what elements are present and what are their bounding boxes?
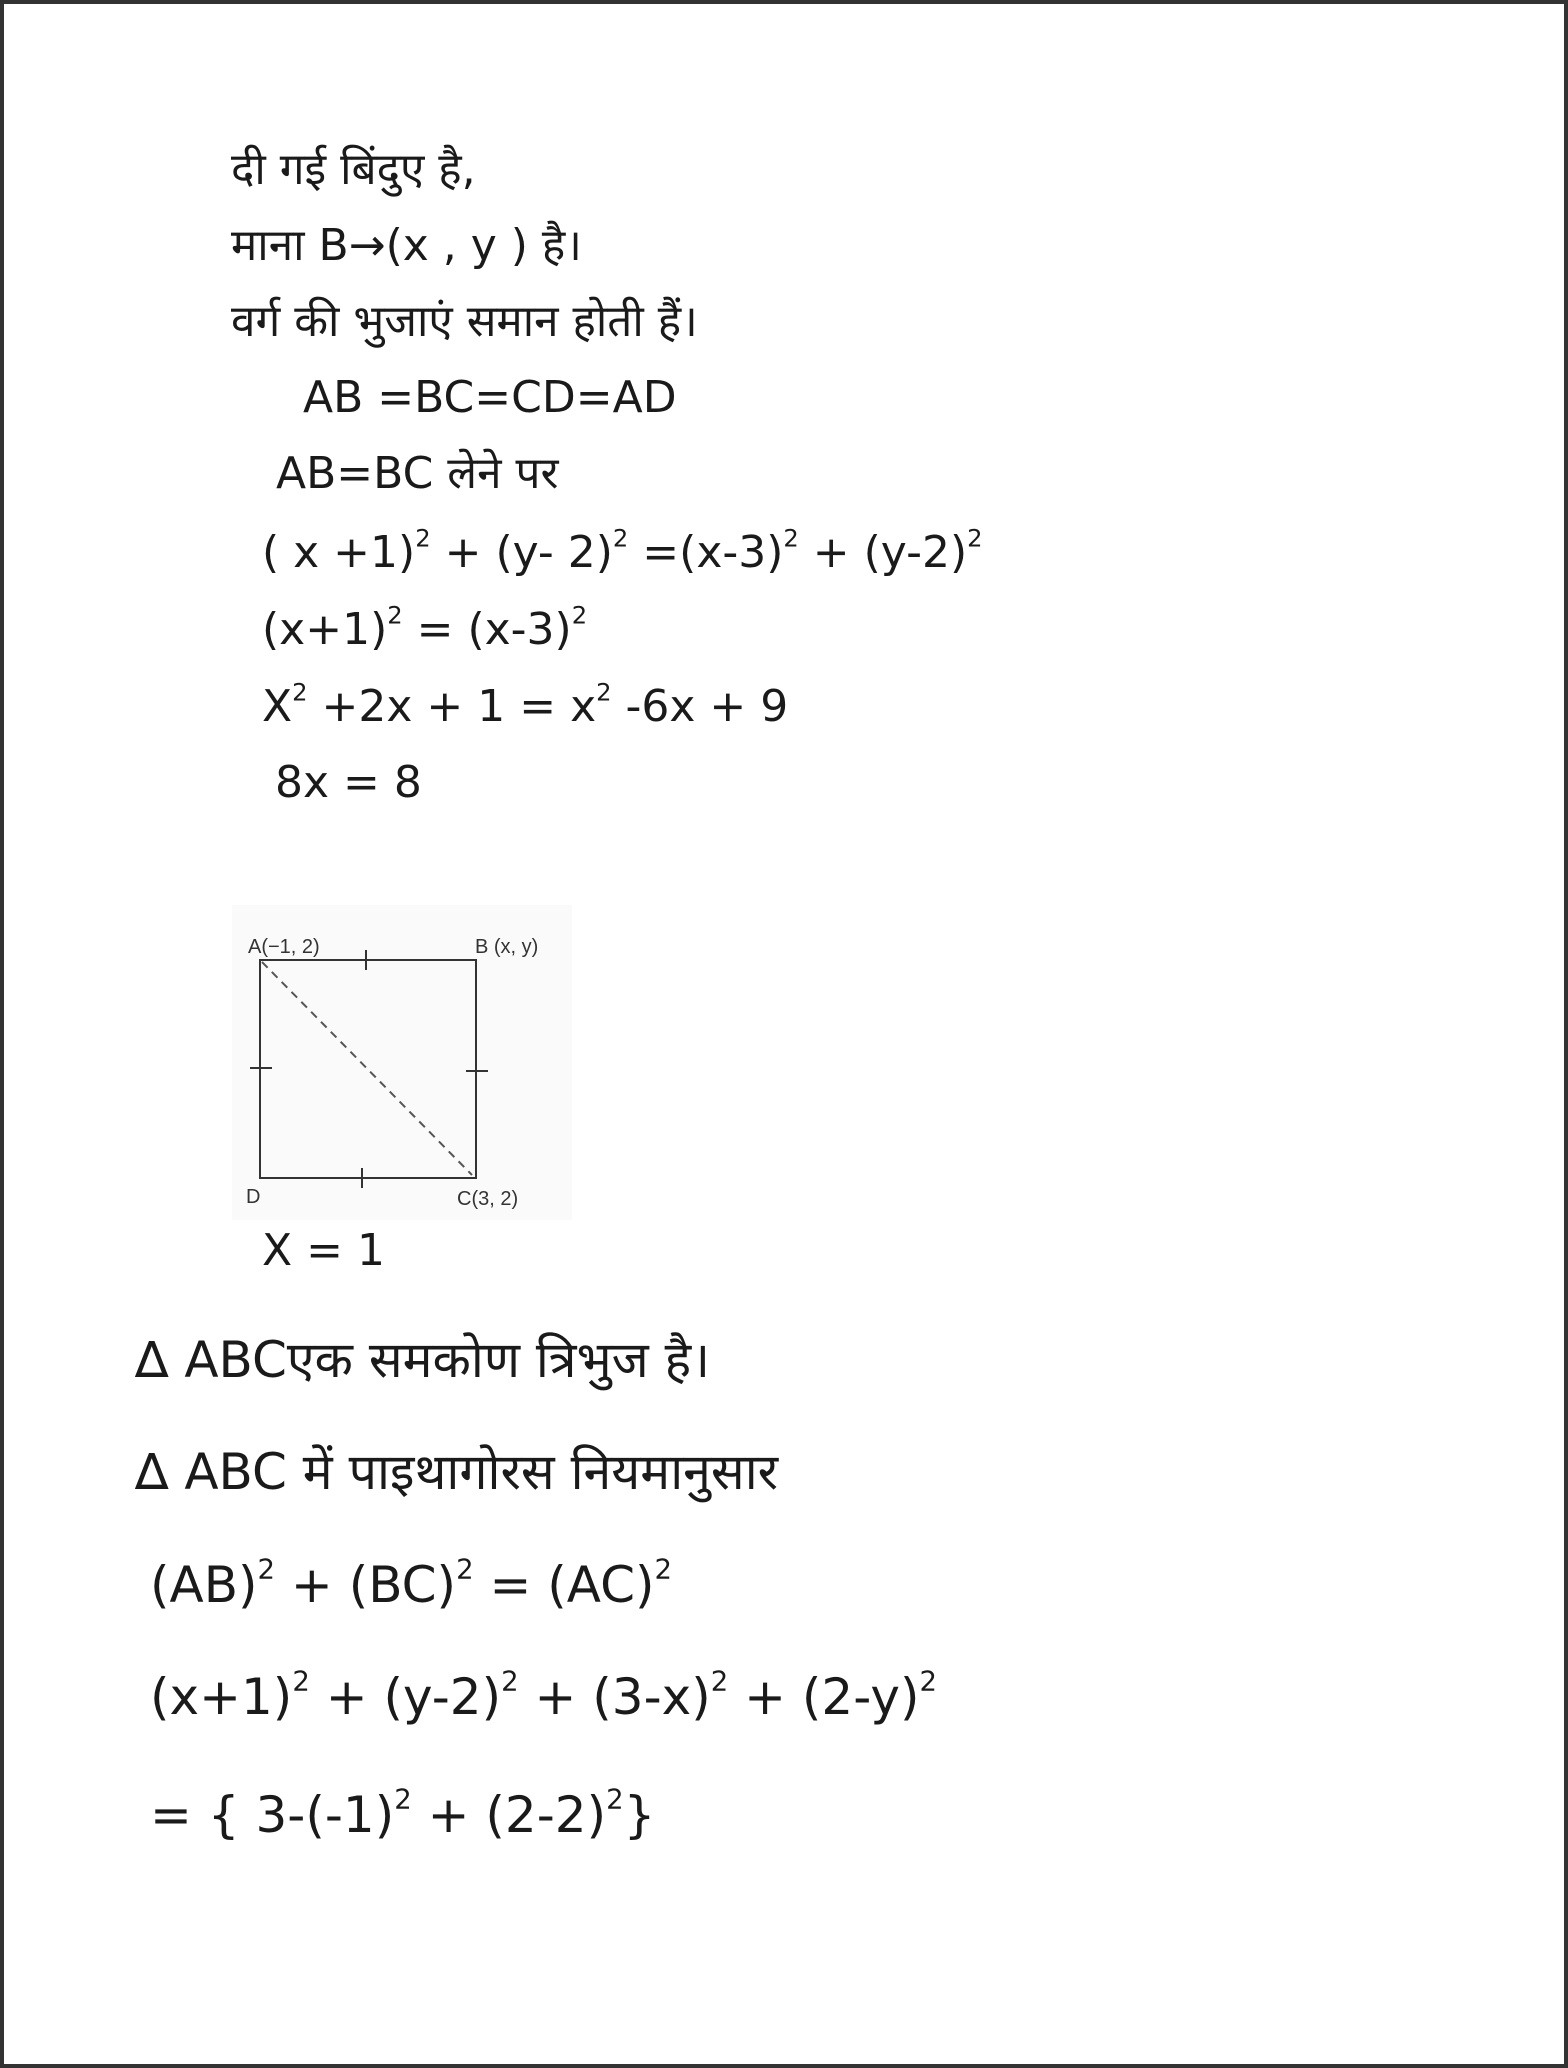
text-segment: AB =BC=CD=AD bbox=[303, 372, 677, 423]
label-b: B (x, y) bbox=[475, 936, 539, 958]
line-eq4 bbox=[275, 757, 422, 808]
text-segment: + (y- 2) bbox=[430, 527, 613, 578]
text-segment: + (3-x) bbox=[518, 1668, 711, 1726]
line-pythagoras bbox=[135, 1443, 779, 1501]
superscript: 2 bbox=[292, 678, 308, 707]
text-segment: = (AC) bbox=[473, 1556, 655, 1614]
superscript: 2 bbox=[596, 678, 612, 707]
line-square-sides bbox=[231, 296, 698, 347]
text-segment: AB=BC लेने पर bbox=[276, 448, 559, 499]
superscript: 2 bbox=[456, 1553, 474, 1586]
superscript: 2 bbox=[783, 524, 799, 553]
line-right-triangle bbox=[135, 1331, 711, 1389]
superscript: 2 bbox=[571, 601, 588, 630]
line-x-value bbox=[262, 1225, 385, 1276]
line-eq7 bbox=[150, 1783, 656, 1844]
diagonal-ac bbox=[262, 962, 472, 1175]
label-d: D bbox=[246, 1186, 261, 1208]
line-eq1 bbox=[262, 524, 983, 578]
superscript: 2 bbox=[710, 1665, 729, 1698]
label-a: A(−1, 2) bbox=[248, 936, 320, 958]
superscript: 2 bbox=[612, 524, 629, 553]
text-segment: + (y-2) bbox=[309, 1668, 502, 1726]
text-segment: वर्ग की भुजाएं समान होती हैं। bbox=[231, 296, 698, 347]
superscript: 2 bbox=[394, 1783, 412, 1816]
superscript: 2 bbox=[387, 601, 403, 630]
text-segment: X bbox=[262, 681, 293, 732]
line-let-b bbox=[231, 220, 582, 271]
text-segment: माना B→(x , y ) है। bbox=[231, 220, 582, 271]
line-eq5 bbox=[150, 1553, 672, 1614]
text-segment: ( x +1) bbox=[262, 527, 416, 578]
text-segment: + (2-2) bbox=[411, 1786, 607, 1844]
superscript: 2 bbox=[415, 524, 431, 553]
line-eq6 bbox=[150, 1665, 937, 1726]
superscript: 2 bbox=[501, 1665, 519, 1698]
superscript: 2 bbox=[967, 524, 983, 553]
text-segment: = { 3-(-1) bbox=[150, 1786, 395, 1844]
line-given-points bbox=[231, 144, 476, 195]
text-segment: ∆ ABC में पाइथागोरस नियमानुसार bbox=[135, 1443, 779, 1501]
square-diagram bbox=[232, 905, 572, 1220]
line-eq3 bbox=[262, 678, 789, 732]
text-segment: दी गई बिंदुए है, bbox=[231, 144, 476, 195]
superscript: 2 bbox=[606, 1783, 624, 1816]
line-take-ab-bc bbox=[276, 448, 559, 499]
text-segment: (x+1) bbox=[262, 604, 388, 655]
text-segment: +2x + 1 = x bbox=[307, 681, 597, 732]
text-segment: ∆ ABCएक समकोण त्रिभुज है। bbox=[135, 1331, 711, 1389]
text-segment: + (y-2) bbox=[798, 527, 968, 578]
superscript: 2 bbox=[292, 1665, 310, 1698]
superscript: 2 bbox=[257, 1553, 276, 1586]
text-segment: } bbox=[623, 1786, 656, 1844]
line-sides-equal bbox=[303, 372, 677, 423]
line-eq2 bbox=[262, 601, 588, 655]
text-segment: (AB) bbox=[150, 1556, 258, 1614]
superscript: 2 bbox=[654, 1553, 672, 1586]
superscript: 2 bbox=[919, 1665, 937, 1698]
text-segment: 8x = 8 bbox=[275, 757, 422, 808]
text-segment: (x+1) bbox=[150, 1668, 293, 1726]
text-segment: + (2-y) bbox=[728, 1668, 920, 1726]
text-segment: X = 1 bbox=[262, 1225, 385, 1276]
text-segment: -6x + 9 bbox=[611, 681, 789, 732]
text-segment: + (BC) bbox=[275, 1556, 457, 1614]
text-segment: =(x-3) bbox=[628, 527, 784, 578]
text-segment: = (x-3) bbox=[402, 604, 572, 655]
label-c: C(3, 2) bbox=[457, 1188, 519, 1210]
